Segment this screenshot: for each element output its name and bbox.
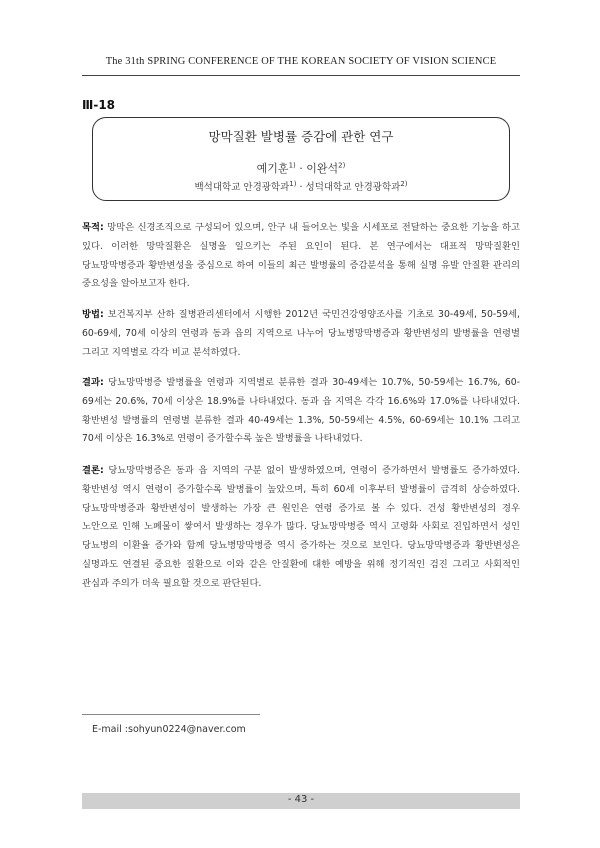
section-lead: 목적: — [82, 222, 104, 233]
author-name: 예기훈 — [256, 162, 289, 175]
section-purpose — [82, 219, 520, 294]
footnote-divider — [82, 714, 260, 715]
page-footer-bar — [82, 793, 520, 809]
section-lead: 결과: — [82, 377, 104, 388]
section-lead: 방법: — [82, 309, 104, 320]
section-text: 보건복지부 산하 질병관리센터에서 시행한 2012년 국민건강영양조사를 기초로 30-49세, 50-59세, 60-69세, 70세 이상의 연령과 동과 읍의 지역으로 나누어 당뇨병망막병증과 황반변성의 발병률을 연령별 그리고 지역별로 각각 비교 분석하였다. — [82, 309, 520, 358]
header-divider — [82, 75, 520, 76]
affiliation-line — [93, 179, 509, 193]
author-separator: · — [295, 162, 307, 175]
author-name: 이완석 — [306, 162, 339, 175]
section-conclusion — [82, 462, 520, 594]
section-method — [82, 306, 520, 362]
abstract-code: Ⅲ-18 — [82, 98, 116, 112]
page-number: - 43 - — [287, 794, 315, 805]
affiliation: 백석대학교 안경광학과 — [194, 182, 290, 193]
author-line — [93, 160, 509, 176]
paper-title: 망막질환 발병률 증감에 관한 연구 — [208, 129, 394, 144]
section-result — [82, 374, 520, 449]
conference-header: The 31th SPRING CONFERENCE OF THE KOREAN SOCIETY OF VISION SCIENCE — [105, 56, 497, 67]
affiliation-mark: 2) — [400, 179, 408, 188]
section-lead: 결론: — [82, 465, 104, 476]
section-text: 당뇨망막병증은 동과 읍 지역의 구분 없이 발생하였으며, 연령이 증가하면서 발병률도 증가하였다. 황반변성 역시 연령이 증가할수록 발병률이 높았으며, 특히 60세 이후부터 발병률이 급격히 상승하였다. 당뇨망막병증과 황반변성이 발생하는 가장 큰 원인은 연령 증가로 볼 수 있다. 건성 황반변성의 경우 노안으로 인해 노폐물이 쌓여서 발생하는 경우가 많다. 당뇨망막병증 역시 고령화 사회로 진입하면서 성인 당뇨병의 이환율 증가와 함께 당뇨병망막병증 역시 증가하는 것으로 보인다. 당뇨망막병증과 황반변성은 실명과도 연결된 중요한 질환으로 이와 같은 안질환에 대한 예방을 위해 정기적인 검진 그리고 사회적인 관심과 주의가 더욱 필요할 것으로 판단된다. — [82, 465, 520, 589]
section-text: 망막은 신경조직으로 구성되어 있으며, 안구 내 들어오는 빛을 시세포로 전달하는 중요한 기능을 하고 있다. 이러한 망막질환은 실명을 일으키는 주된 요인이 된다. 본 연구에서는 대표적 망막질환인 당뇨망막병증과 황반변성을 중심으로 하여 이들의 최근 발병률의 증감분석을 통해 실명 유발 안질환 관리의 중요성을 알아보고자 한다. — [82, 222, 520, 290]
author-mark: 1) — [288, 161, 296, 170]
affiliation: 성덕대학교 안경광학과 — [305, 182, 401, 193]
title-box — [92, 117, 510, 201]
author-mark: 2) — [338, 161, 346, 170]
affiliation-separator: · — [296, 182, 306, 193]
affiliation-mark: 1) — [289, 179, 297, 188]
email-footnote: E-mail :sohyun0224@naver.com — [92, 724, 246, 735]
section-text: 당뇨망막병증 발병률을 연령과 지역별로 분류한 결과 30-49세는 10.7%, 50-59세는 16.7%, 60-69세는 20.6%, 70세 이상은 18.9%를 나타내었다. 동과 읍 지역은 각각 16.6%와 17.0%를 나타내었다. 황반변성 발병률의 연령별 분류한 결과 40-49세는 1.3%, 50-59세는 4.5%, 60-69세는 10.1% 그리고 70세 이상은 16.3%로 연령이 증가할수록 높은 발병률을 나타내었다. — [82, 377, 520, 445]
